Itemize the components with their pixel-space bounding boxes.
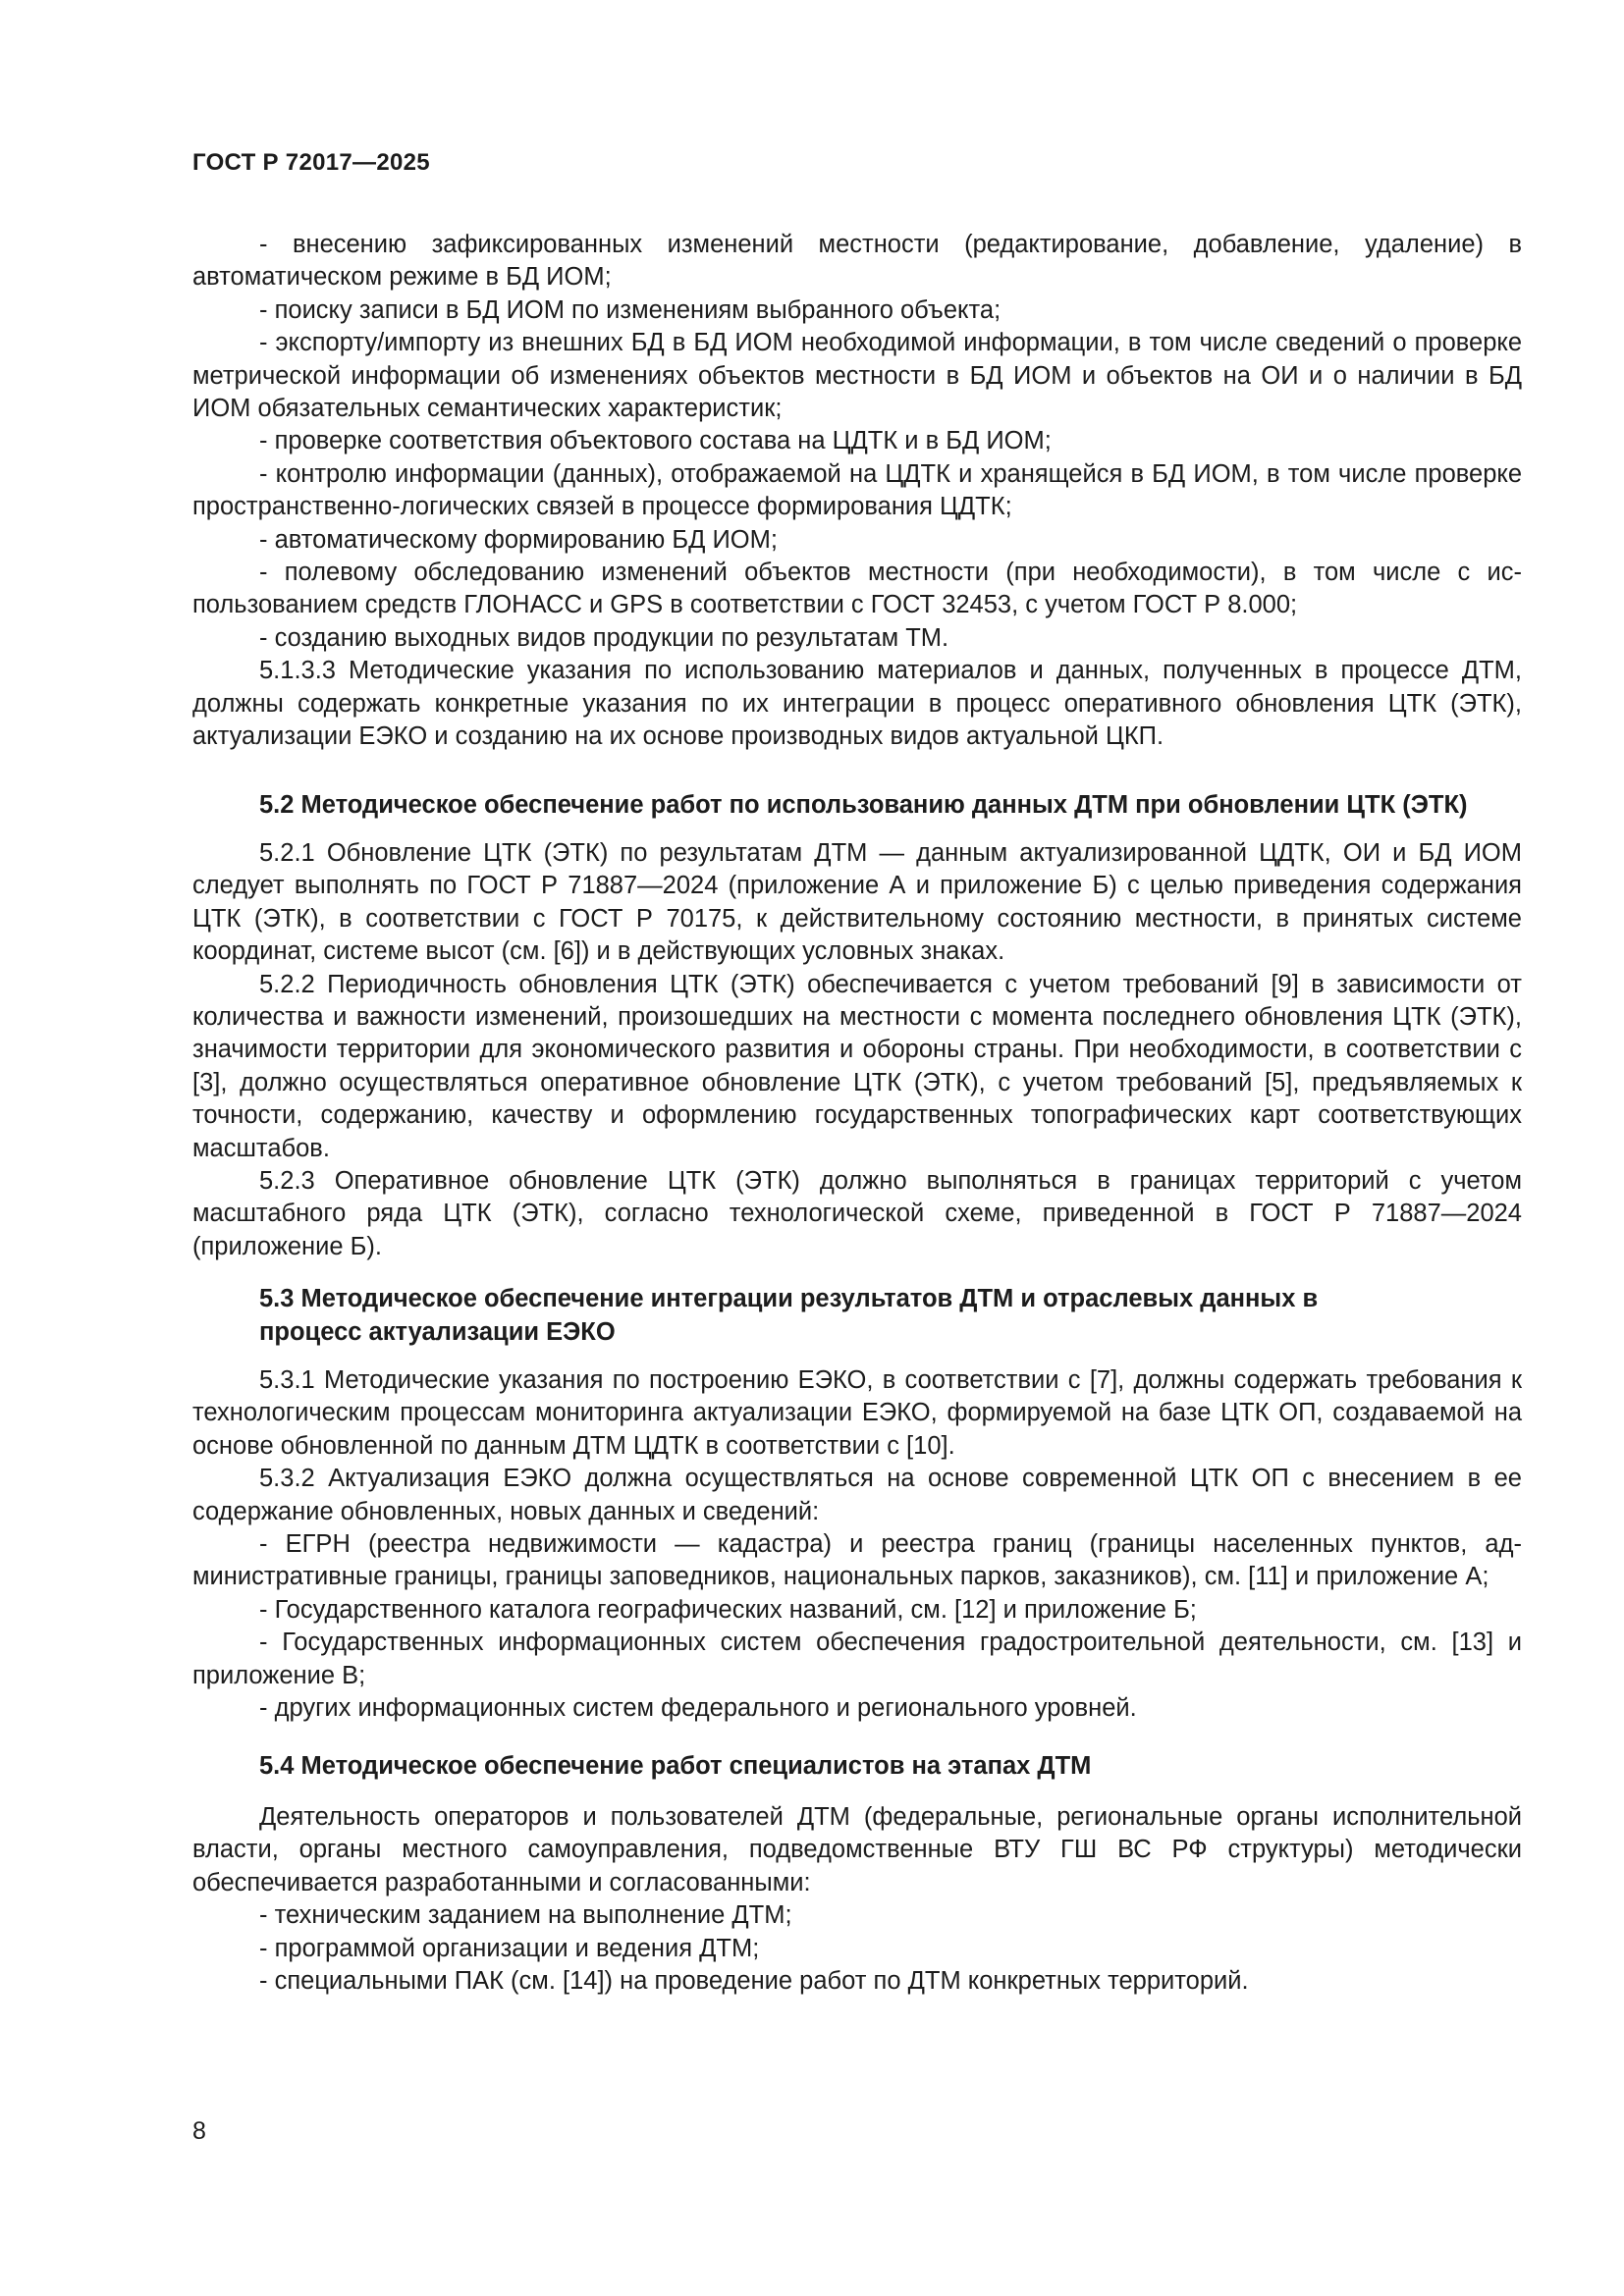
list-item: - поиску записи в БД ИОМ по изменениям выбранного объекта; <box>259 295 1001 324</box>
list-item: - экспорту/импорту из внешних БД в БД ИОМ необходимой информации, в том числе сведений о проверке метрической информации об изменениях объектов местности в БД ИОМ и объектов на ОИ и о наличии в БД ИОМ обязательных семантических характеристик; <box>192 329 1522 423</box>
list-item: - автоматическому формированию БД ИОМ; <box>259 525 778 554</box>
list-item: - проверке соответствия объектового состава на ЦДТК и в БД ИОМ; <box>259 427 1052 455</box>
section-heading-5-3: 5.3 Методическое обеспечение интеграции результатов ДТМ и отраслевых данных в процесс актуализации ЕЭКО <box>259 1285 1319 1346</box>
list-item: - специальными ПАК (см. [14]) на проведение работ по ДТМ конкретных территорий. <box>259 1966 1249 1995</box>
document-header: ГОСТ Р 72017—2025 <box>192 149 430 176</box>
list-item: - созданию выходных видов продукции по результатам ТМ. <box>259 623 949 652</box>
list-item: - внесению зафиксированных изменений местности (редактирование, добавление, удаление) в автоматическом режиме в БД ИОМ; <box>192 231 1522 292</box>
paragraph: 5.2.1 Обновление ЦТК (ЭТК) по результатам ДТМ — данным актуализированной ЦДТК, ОИ и БД ИОМ следует выполнять по ГОСТ Р 71887—2024 (приложение А и приложение Б) с целью приведения содержания ЦТК (ЭТК), в соответствии с ГОСТ Р 70175, к действительному состоянию местности, в принятых системе координат, системе высот (см. [6]) и в действующих условных знаках. <box>192 838 1522 966</box>
paragraph: 5.3.2 Актуализация ЕЭКО должна осуществляться на основе современной ЦТК ОП с внесением в ее содержание обновленных, новых данных и сведений: <box>192 1465 1522 1525</box>
paragraph: Деятельность операторов и пользователей ДТМ (федеральные, региональные органы исполнительной власти, органы местного самоуправления, подведомственные ВТУ ГШ ВС РФ структуры) методически обеспечивается разработанными и согласованными: <box>192 1802 1522 1896</box>
document-body <box>192 229 1522 1998</box>
list-item: - Государственных информационных систем обеспечения градостроительной деятельности, см. [13] и приложение В; <box>192 1629 1522 1689</box>
paragraph: 5.1.3.3 Методические указания по использованию материалов и данных, полученных в процессе ДТМ, должны содержать конкретные указания по их интеграции в процесс оперативного обновления ЦТК (ЭТК), актуализации ЕЭКО и созданию на их основе производных видов актуальной ЦКП. <box>192 657 1522 751</box>
list-item: - Государственного каталога географических названий, см. [12] и приложение Б; <box>259 1595 1197 1624</box>
section-heading-5-2: 5.2 Методическое обеспечение работ по использованию данных ДТМ при обновлении ЦТК (ЭТК) <box>259 790 1468 819</box>
list-item: - полевому обследованию изменений объектов местности (при необходимости), в том числе с использованием средств ГЛОНАСС и GPS в соответствии с ГОСТ 32453, с учетом ГОСТ Р 8.000; <box>192 559 1522 619</box>
paragraph: 5.2.3 Оперативное обновление ЦТК (ЭТК) должно выполняться в границах территорий с учетом масштабного ряда ЦТК (ЭТК), согласно технологической схеме, приведенной в ГОСТ Р 71887—2024 (приложение Б). <box>192 1166 1522 1260</box>
list-item: - ЕГРН (реестра недвижимости — кадастра) и реестра границ (границы населенных пунктов, административные границы, границы заповедников, национальных парков, заказников), см. [11] и приложение А; <box>192 1530 1522 1591</box>
paragraph: 5.2.2 Периодичность обновления ЦТК (ЭТК) обеспечивается с учетом требований [9] в зависимости от количества и важности изменений, произошедших на местности с момента последнего обновления ЦТК (ЭТК), значимости территории для экономического развития и обороны страны. При необходимости, в соответствии с [3], должно осуществляться оперативное обновление ЦТК (ЭТК), с учетом требований [5], предъявляемых к точности, содержанию, качеству и оформлению государственных топографических карт соответствующих масштабов. <box>192 970 1522 1162</box>
page-number: 8 <box>192 2117 206 2145</box>
list-item: - программой организации и ведения ДТМ; <box>259 1934 760 1962</box>
list-item: - других информационных систем федерального и регионального уровней. <box>259 1694 1137 1723</box>
list-item: - техническим заданием на выполнение ДТМ; <box>259 1901 792 1930</box>
section-heading-5-4: 5.4 Методическое обеспечение работ специалистов на этапах ДТМ <box>259 1752 1092 1781</box>
list-item: - контролю информации (данных), отображаемой на ЦДТК и хранящейся в БД ИОМ, в том числе проверке пространственно-логических связей в процессе формирования ЦДТК; <box>192 459 1522 521</box>
paragraph: 5.3.1 Методические указания по построению ЕЭКО, в соответствии с [7], должны содержать требования к технологическим процессам мониторинга актуализации ЕЭКО, формируемой на базе ЦТК ОП, создаваемой на основе обновленной по данным ДТМ ЦДТК в соответствии с [10]. <box>192 1366 1522 1460</box>
